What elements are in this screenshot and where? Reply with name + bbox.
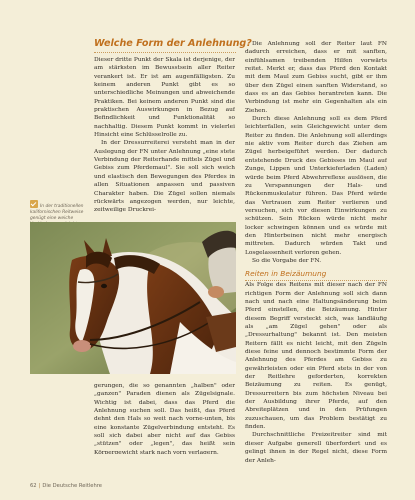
paragraph: Als Folge des Reitens mit dieser nach der FN richtigen Form der Anlehnung soll sich dann nach und nach eine Haltungsänderung beim Pferd einstellen, die Beizäumung. Hinter diesem Begriff versteckt sich, was landläufig als „am Zügel gehen" oder als „Dressurhaltung" bekannt ist. Den meisten Reitern fällt es nicht leicht, mit den Zügeln diese feine und dennoch bestimmte Form der Anlehnung des Pferdes am Gebiss zu gewährleisten oder ein Pferd stets in der von der Reitlehre geforderten, korrekten Beizäumung zu reiten. Es genügt, Dressurreitern bis zum höchsten Niveau bei der Ausbildung ihrer Pferde, auf den Abreiteplätzen und in den Prüfungen zuzuschauen, um das Problem bestätigt zu finden. — [245, 282, 387, 431]
paragraph: gerungen, die so genannten „halben" oder „ganzen" Paraden dienen als Zügelsignale. Wichtig ist dabei, dass das Pferd die Anlehnung suchen soll. Das heißt, das Pferd dehnt den Hals so weit nach vorne-unten, bis eine konstante Zügelverbindung entsteht. Es soll sich dabei aber nicht auf das Gebiss „stützen" oder „legen", das heißt sein Körpergewicht stark nach vorn verlagern. — [94, 383, 235, 454]
column-right — [245, 40, 387, 477]
paragraph: In der Dressurreiterei versteht man in der Auslegung der FN unter Anlehnung „eine stete Verbindung der Reiterhande mittels Zügel und Gebiss zum Pferdemaul". Sie soll sich weich und elastisch den Bewegungen des Pferdes in allen Situationen anpassen und passiven Charakter haben. Die Zügel sollen niemals rückwärts angezogen werden, nur leichte, zeitweilige Druckrei- — [94, 140, 235, 214]
paragraph: Dieser dritte Punkt der Skala ist derjenige, der am stärksten im Bewusstsein aller Reiter verankert ist. Er ist am augenfälligsten. Zu keinem anderen Punkt gibt es so unterschiedliche Meinungen und abweichende Praktiken. Bei keinem anderen Punkt sind die praktischen Auswirkungen in Bezug auf Befindlichkeit und Funktionalität so nachhaltig. Diesem Punkt kommt in vielerlei Hinsicht eine Schlüsselrolle zu. — [94, 57, 235, 139]
section-heading: Reiten in Beizäumung — [245, 269, 387, 281]
paragraph: So die Vorgabe der FN. — [252, 257, 322, 264]
paragraph: Durchschnittliche Freizeitreiter sind mit dieser Aufgabe generell überfordert und es gelingt ihnen in der Regel nicht, diese Form der Anleh- — [245, 432, 387, 464]
page-heading: Welche Form der Anlehnung? — [94, 38, 252, 49]
heading-divider — [94, 52, 236, 53]
horse-photo — [30, 222, 236, 374]
check-icon — [30, 200, 38, 208]
column-left-top — [94, 56, 235, 221]
book-title: Die Deutsche Reitlehre — [42, 483, 102, 489]
caption-text: In der traditionellen kalifornischen Reitweise genügt eine weiche — [30, 204, 84, 222]
page-footer — [30, 483, 102, 489]
page-number: 62 — [30, 483, 37, 489]
footer-separator: | — [38, 483, 41, 489]
column-left-bottom — [94, 382, 235, 454]
paragraph: Durch diese Anlehnung soll es dem Pferd leichterfallen, sein Gleichgewicht unter dem Reiter zu finden. Die Anlehnung soll allerdings nie aktiv vom Reiter durch das Ziehen am Zügel herbeigeführt werden. Der dadurch entstehende Druck des Gebisses im Maul auf Zunge, Lippen und Unterkieferladen (Laden) würde beim Pferd Abwehrreflexe auslösen, die zu Verspannungen der Hals- und Rückenmuskulatur führen. Das Pferd würde das Vertrauen zum Reiter verlieren und versuchen, sich vor diesen Einwirkungen zu schützen. Sein Rücken würde nicht mehr locker schwingen können und es würde mit den Hinterbeinen nicht mehr energisch mittreten. Dadurch würden Takt und Losgelassenheit verloren gehen. — [245, 116, 387, 256]
paragraph: Die Anlehnung soll der Reiter laut FN dadurch erreichen, dass er mit sanften, einfühlsamen treibenden Hilfen vorwärts reitet. Merkt er, dass das Pferd den Kontakt mit dem Maul zum Gebiss sucht, gibt er ihm über den Zügel einen sanften Widerstand, so dass es an das Gebiss herantreten kann. Die Verbindung ist mehr ein Gegenhalten als ein Ziehen. — [245, 41, 387, 114]
